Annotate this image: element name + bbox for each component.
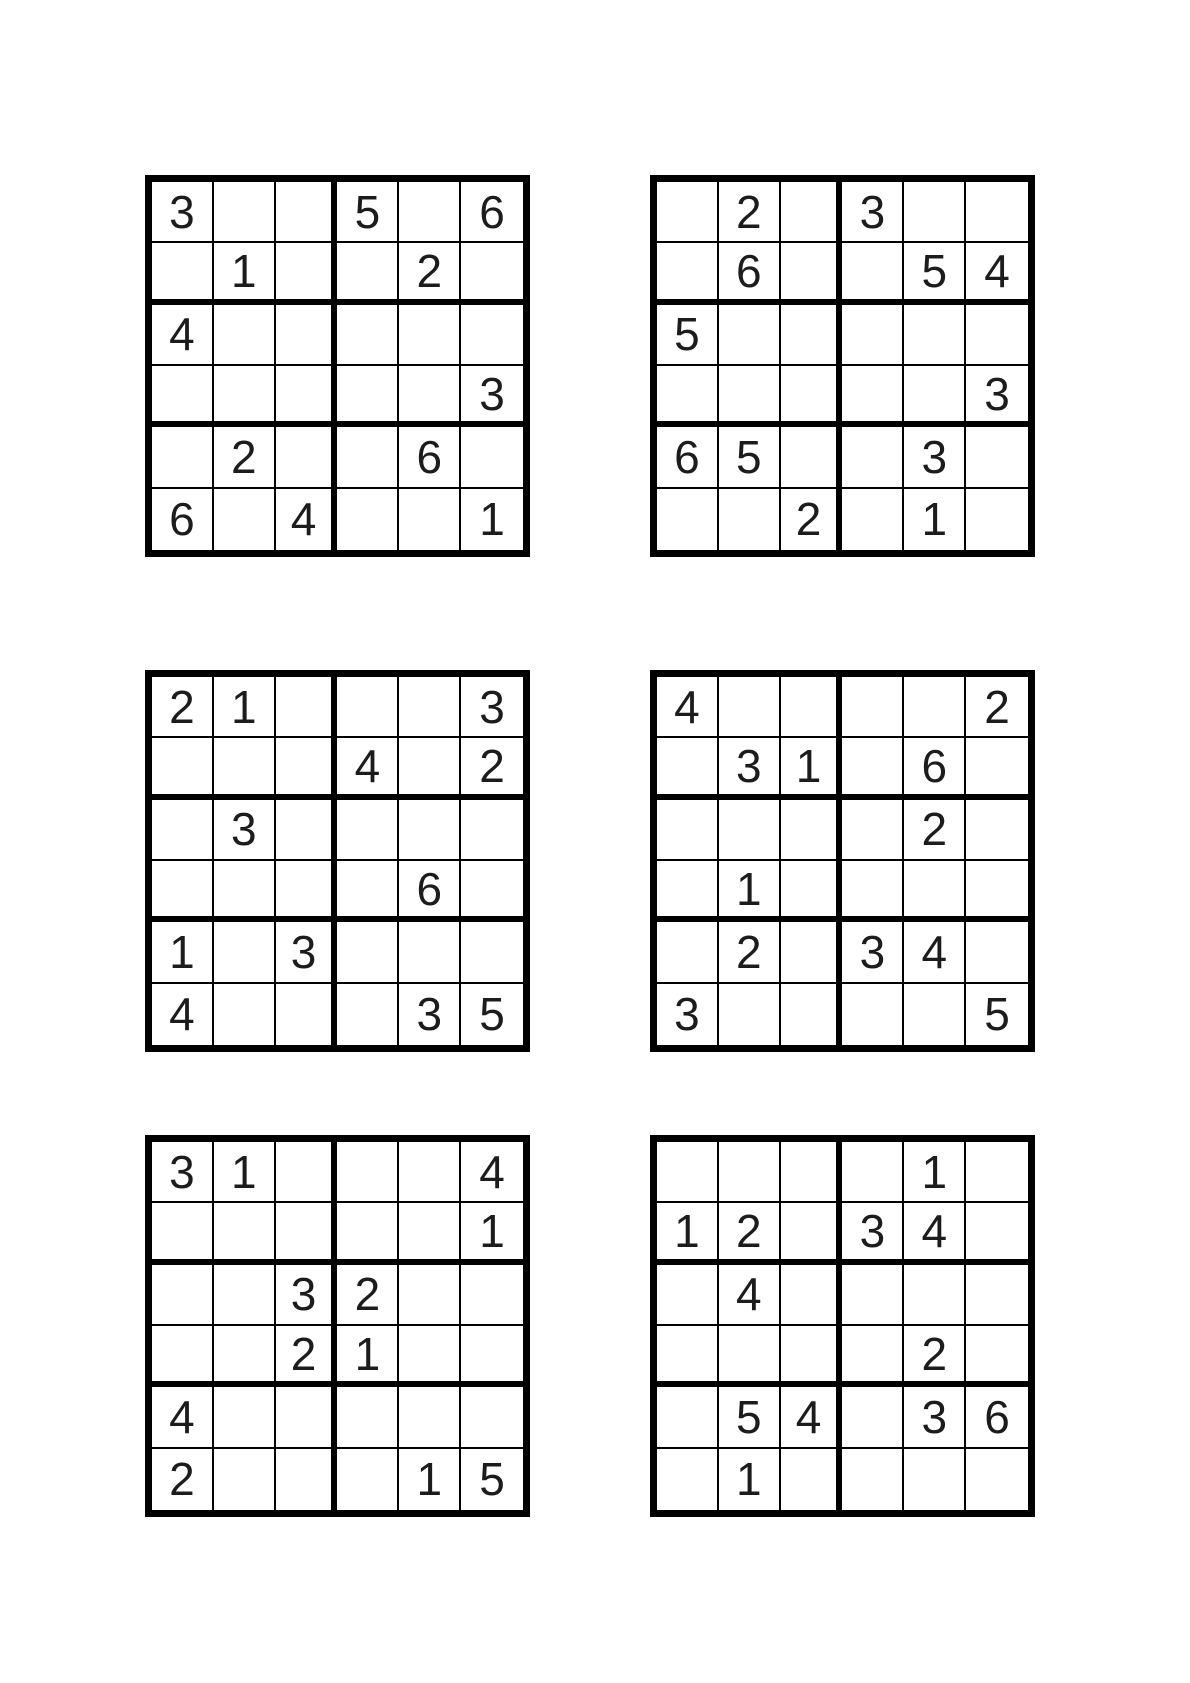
sudoku-cell — [842, 861, 904, 922]
sudoku-cell: 1 — [719, 1449, 781, 1510]
sudoku-cell — [152, 427, 214, 488]
sudoku-cell — [276, 366, 338, 427]
sudoku-cell: 2 — [276, 1326, 338, 1387]
sudoku-grid-1 — [145, 175, 530, 557]
sudoku-cell — [657, 366, 719, 427]
sudoku-cell — [461, 1265, 523, 1326]
sudoku-cell — [781, 1265, 843, 1326]
sudoku-cell: 6 — [399, 427, 461, 488]
sudoku-cell — [399, 1203, 461, 1264]
sudoku-cell — [842, 1326, 904, 1387]
sudoku-cell — [966, 305, 1028, 366]
sudoku-cell — [781, 1203, 843, 1264]
sudoku-cell: 5 — [719, 1387, 781, 1448]
sudoku-cell — [214, 984, 276, 1045]
sudoku-cell — [399, 1265, 461, 1326]
sudoku-cell — [461, 243, 523, 304]
sudoku-cell: 5 — [337, 182, 399, 243]
sudoku-cell: 2 — [152, 1449, 214, 1510]
sudoku-cell — [337, 1142, 399, 1203]
sudoku-cell — [904, 677, 966, 738]
sudoku-cell — [214, 1203, 276, 1264]
sudoku-cell: 4 — [966, 243, 1028, 304]
sudoku-cell — [214, 305, 276, 366]
sudoku-cell — [842, 305, 904, 366]
sudoku-cell: 5 — [461, 984, 523, 1045]
sudoku-cell — [966, 427, 1028, 488]
sudoku-cell — [781, 427, 843, 488]
sudoku-cell — [719, 984, 781, 1045]
sudoku-grid-3 — [145, 670, 530, 1052]
sudoku-cell: 6 — [904, 738, 966, 799]
sudoku-cell — [399, 1387, 461, 1448]
sudoku-cell: 1 — [399, 1449, 461, 1510]
sudoku-cell — [966, 1449, 1028, 1510]
sudoku-cell — [904, 984, 966, 1045]
sudoku-cell — [842, 489, 904, 550]
sudoku-cell — [276, 243, 338, 304]
sudoku-cell: 3 — [966, 366, 1028, 427]
sudoku-cell — [399, 1142, 461, 1203]
sudoku-cell — [276, 861, 338, 922]
sudoku-cell: 3 — [152, 1142, 214, 1203]
sudoku-cell — [781, 243, 843, 304]
sudoku-cell: 4 — [152, 1387, 214, 1448]
sudoku-cell — [966, 1265, 1028, 1326]
sudoku-cell: 6 — [399, 861, 461, 922]
sudoku-cell — [842, 738, 904, 799]
sudoku-cell — [337, 984, 399, 1045]
sudoku-cell: 1 — [152, 922, 214, 983]
sudoku-cell — [276, 1203, 338, 1264]
sudoku-cell — [337, 677, 399, 738]
sudoku-cell: 3 — [276, 1265, 338, 1326]
sudoku-cell: 3 — [461, 366, 523, 427]
sudoku-cell: 1 — [214, 243, 276, 304]
sudoku-cell: 1 — [337, 1326, 399, 1387]
sudoku-cell — [461, 1387, 523, 1448]
sudoku-cell — [461, 1326, 523, 1387]
sudoku-cell — [657, 1142, 719, 1203]
sudoku-cell — [337, 1203, 399, 1264]
sudoku-cell — [657, 1326, 719, 1387]
sudoku-cell — [966, 861, 1028, 922]
sudoku-cell: 1 — [461, 1203, 523, 1264]
sudoku-cell — [657, 182, 719, 243]
sudoku-cell — [657, 243, 719, 304]
sudoku-cell — [152, 1203, 214, 1264]
sudoku-cell — [966, 489, 1028, 550]
sudoku-cell: 5 — [719, 427, 781, 488]
sudoku-cell: 5 — [966, 984, 1028, 1045]
sudoku-cell: 3 — [904, 427, 966, 488]
sudoku-cell — [781, 305, 843, 366]
sudoku-cell — [657, 1449, 719, 1510]
sudoku-cell: 5 — [461, 1449, 523, 1510]
sudoku-cell — [719, 1326, 781, 1387]
sudoku-cell — [276, 738, 338, 799]
sudoku-cell — [337, 427, 399, 488]
sudoku-cell: 2 — [719, 922, 781, 983]
sudoku-cell — [904, 305, 966, 366]
sudoku-cell — [842, 984, 904, 1045]
sudoku-cell: 1 — [719, 861, 781, 922]
sudoku-cell — [337, 489, 399, 550]
sudoku-cell: 3 — [842, 1203, 904, 1264]
sudoku-cell — [461, 800, 523, 861]
sudoku-cell — [276, 305, 338, 366]
sudoku-cell — [781, 366, 843, 427]
sudoku-cell — [842, 1142, 904, 1203]
sudoku-cell: 4 — [719, 1265, 781, 1326]
sudoku-cell: 4 — [657, 677, 719, 738]
sudoku-cell: 1 — [904, 489, 966, 550]
sudoku-cell: 3 — [657, 984, 719, 1045]
sudoku-grid-5 — [145, 1135, 530, 1517]
sudoku-cell — [719, 800, 781, 861]
sudoku-cell — [399, 305, 461, 366]
sudoku-grid-2 — [650, 175, 1035, 557]
sudoku-cell — [214, 1326, 276, 1387]
sudoku-cell: 1 — [214, 1142, 276, 1203]
sudoku-cell: 3 — [214, 800, 276, 861]
sudoku-cell — [214, 489, 276, 550]
sudoku-cell — [966, 922, 1028, 983]
sudoku-cell — [399, 677, 461, 738]
sudoku-cell — [276, 800, 338, 861]
sudoku-cell — [966, 1326, 1028, 1387]
sudoku-cell — [276, 1142, 338, 1203]
sudoku-cell: 3 — [719, 738, 781, 799]
sudoku-cell: 1 — [657, 1203, 719, 1264]
sudoku-cell — [966, 800, 1028, 861]
sudoku-cell — [276, 677, 338, 738]
sudoku-cell — [966, 1203, 1028, 1264]
sudoku-cell: 4 — [152, 305, 214, 366]
sudoku-cell — [399, 738, 461, 799]
sudoku-cell: 4 — [276, 489, 338, 550]
sudoku-cell: 6 — [966, 1387, 1028, 1448]
sudoku-cell — [152, 738, 214, 799]
sudoku-cell — [781, 984, 843, 1045]
sudoku-cell: 2 — [904, 1326, 966, 1387]
sudoku-cell — [781, 677, 843, 738]
sudoku-cell — [657, 800, 719, 861]
sudoku-grid-4 — [650, 670, 1035, 1052]
sudoku-cell: 1 — [904, 1142, 966, 1203]
sudoku-cell: 2 — [904, 800, 966, 861]
sudoku-cell — [842, 1265, 904, 1326]
sudoku-cell — [399, 800, 461, 861]
sudoku-cell: 3 — [842, 182, 904, 243]
sudoku-cell: 2 — [461, 738, 523, 799]
sudoku-cell: 3 — [842, 922, 904, 983]
sudoku-cell: 6 — [657, 427, 719, 488]
sudoku-cell — [399, 489, 461, 550]
sudoku-cell: 1 — [461, 489, 523, 550]
sudoku-cell — [842, 427, 904, 488]
sudoku-cell: 3 — [461, 677, 523, 738]
sudoku-cell: 2 — [719, 1203, 781, 1264]
sudoku-cell — [842, 366, 904, 427]
sudoku-cell — [399, 922, 461, 983]
sudoku-cell — [337, 861, 399, 922]
sudoku-cell — [781, 1142, 843, 1203]
sudoku-cell — [214, 861, 276, 922]
sudoku-cell — [904, 861, 966, 922]
sudoku-cell: 3 — [904, 1387, 966, 1448]
sudoku-cell — [842, 1387, 904, 1448]
sudoku-cell — [152, 1265, 214, 1326]
sudoku-cell — [461, 305, 523, 366]
sudoku-cell — [719, 489, 781, 550]
sudoku-cell — [276, 984, 338, 1045]
sudoku-cell — [276, 427, 338, 488]
sudoku-cell: 6 — [719, 243, 781, 304]
sudoku-cell — [657, 861, 719, 922]
sudoku-cell — [214, 366, 276, 427]
sudoku-cell: 3 — [276, 922, 338, 983]
sudoku-cell: 4 — [904, 1203, 966, 1264]
sudoku-cell — [719, 366, 781, 427]
sudoku-cell: 3 — [152, 182, 214, 243]
sudoku-cell — [966, 738, 1028, 799]
sudoku-cell — [781, 861, 843, 922]
sudoku-cell — [842, 800, 904, 861]
sudoku-cell — [214, 922, 276, 983]
sudoku-cell — [337, 1387, 399, 1448]
sudoku-cell — [276, 1449, 338, 1510]
sudoku-cell — [719, 305, 781, 366]
sudoku-cell — [461, 922, 523, 983]
sudoku-cell — [337, 1449, 399, 1510]
sudoku-cell — [461, 427, 523, 488]
sudoku-cell — [337, 243, 399, 304]
sudoku-cell — [214, 182, 276, 243]
sudoku-cell — [152, 1326, 214, 1387]
sudoku-cell: 1 — [781, 738, 843, 799]
sudoku-grid-6 — [650, 1135, 1035, 1517]
sudoku-cell: 2 — [337, 1265, 399, 1326]
sudoku-cell — [842, 677, 904, 738]
sudoku-cell — [657, 922, 719, 983]
sudoku-cell — [276, 182, 338, 243]
sudoku-cell — [781, 1326, 843, 1387]
sudoku-cell — [152, 800, 214, 861]
sudoku-cell: 4 — [461, 1142, 523, 1203]
sudoku-cell — [657, 1387, 719, 1448]
sudoku-cell: 1 — [214, 677, 276, 738]
sudoku-cell: 6 — [152, 489, 214, 550]
sudoku-cell: 6 — [461, 182, 523, 243]
sudoku-cell — [904, 1449, 966, 1510]
sudoku-cell — [276, 1387, 338, 1448]
sudoku-cell: 5 — [657, 305, 719, 366]
sudoku-cell — [904, 1265, 966, 1326]
sudoku-cell — [152, 366, 214, 427]
sudoku-cell — [966, 182, 1028, 243]
sudoku-cell: 2 — [214, 427, 276, 488]
sudoku-cell — [214, 738, 276, 799]
sudoku-cell — [657, 489, 719, 550]
sudoku-cell — [337, 305, 399, 366]
sudoku-cell — [152, 243, 214, 304]
sudoku-cell: 3 — [399, 984, 461, 1045]
sudoku-cell — [781, 1449, 843, 1510]
sudoku-cell: 2 — [719, 182, 781, 243]
sudoku-cell — [904, 366, 966, 427]
sudoku-cell: 2 — [152, 677, 214, 738]
sudoku-cell — [842, 1449, 904, 1510]
sudoku-cell: 2 — [966, 677, 1028, 738]
sudoku-cell — [842, 243, 904, 304]
sudoku-cell — [337, 800, 399, 861]
sudoku-cell — [214, 1265, 276, 1326]
sudoku-cell: 2 — [781, 489, 843, 550]
sudoku-cell — [904, 182, 966, 243]
sudoku-cell — [719, 677, 781, 738]
sudoku-cell: 4 — [904, 922, 966, 983]
sudoku-cell: 4 — [781, 1387, 843, 1448]
sudoku-cell — [399, 366, 461, 427]
sudoku-cell — [214, 1449, 276, 1510]
sudoku-cell — [337, 366, 399, 427]
sudoku-cell: 5 — [904, 243, 966, 304]
sudoku-cell — [337, 922, 399, 983]
sudoku-cell — [657, 738, 719, 799]
sudoku-cell — [966, 1142, 1028, 1203]
sudoku-cell — [781, 922, 843, 983]
sudoku-cell — [657, 1265, 719, 1326]
sudoku-cell — [214, 1387, 276, 1448]
sudoku-cell: 2 — [399, 243, 461, 304]
sudoku-cell — [781, 182, 843, 243]
sudoku-cell — [719, 1142, 781, 1203]
sudoku-cell: 4 — [152, 984, 214, 1045]
sudoku-cell — [461, 861, 523, 922]
sudoku-cell: 4 — [337, 738, 399, 799]
sudoku-cell — [399, 1326, 461, 1387]
sudoku-cell — [781, 800, 843, 861]
sudoku-cell — [152, 861, 214, 922]
sudoku-cell — [399, 182, 461, 243]
